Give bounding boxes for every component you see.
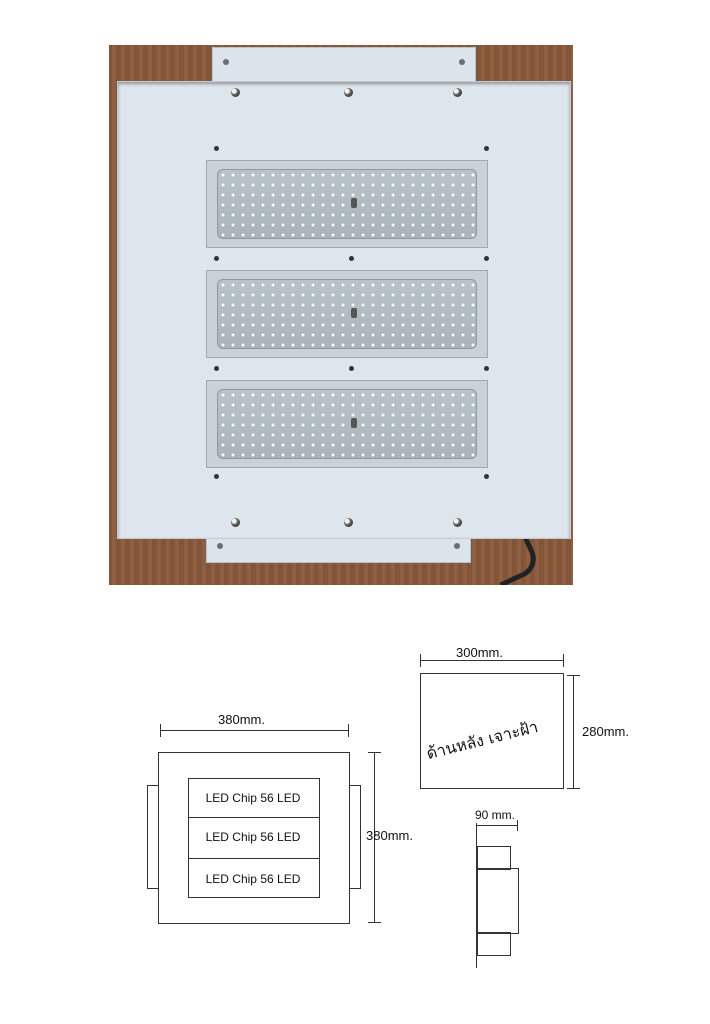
front-width-dimension-line — [160, 730, 348, 731]
dimension-tick — [567, 788, 580, 789]
dimension-tick — [160, 724, 161, 737]
led-module-label-1 — [188, 791, 318, 805]
bolt — [344, 88, 353, 97]
side-body-outline — [477, 868, 519, 934]
bolt — [231, 88, 240, 97]
back-height-label: 280mm. — [582, 724, 629, 739]
led-unit: LED — [277, 791, 301, 805]
led-lens — [217, 169, 477, 239]
led-count: 56 — [260, 872, 274, 886]
led-count: 56 — [260, 830, 274, 844]
led-chip-text: LED Chip — [205, 872, 257, 886]
led-module-label-2 — [188, 830, 318, 844]
left-bracket-outline — [147, 785, 159, 889]
bracket-hole — [454, 543, 460, 549]
fixture-plate — [117, 81, 571, 539]
bolt — [344, 518, 353, 527]
bolt — [231, 518, 240, 527]
dimension-tick — [348, 724, 349, 737]
screw — [214, 474, 219, 479]
screw — [214, 366, 219, 371]
screw — [214, 146, 219, 151]
bracket-hole — [217, 543, 223, 549]
bolt — [453, 518, 462, 527]
back-width-dimension-line — [420, 660, 563, 661]
led-unit: LED — [277, 872, 301, 886]
led-module-3 — [206, 380, 488, 468]
led-unit: LED — [277, 830, 301, 844]
screw — [484, 366, 489, 371]
led-chip-text: LED Chip — [205, 830, 257, 844]
led-module-2 — [206, 270, 488, 358]
back-height-dimension-line — [573, 675, 574, 788]
screw — [214, 256, 219, 261]
back-width-label: 300mm. — [456, 645, 503, 660]
screw — [484, 146, 489, 151]
bolt — [453, 88, 462, 97]
dimension-tick — [368, 752, 381, 753]
led-lens — [217, 279, 477, 349]
side-depth-dimension-line — [477, 825, 517, 826]
screw — [349, 366, 354, 371]
dimension-tick — [567, 675, 580, 676]
dimension-tick — [368, 922, 381, 923]
back-panel-note: ด้านหลัง เจาะฝ้า — [424, 717, 540, 764]
screw — [484, 474, 489, 479]
led-count: 56 — [260, 791, 274, 805]
led-module-label-3 — [188, 872, 318, 886]
led-chip-text: LED Chip — [205, 791, 257, 805]
side-lower-bracket-outline — [477, 932, 511, 956]
side-upper-bracket-outline — [477, 846, 511, 870]
dimension-tick — [420, 654, 421, 667]
right-bracket-outline — [349, 785, 361, 889]
screw — [349, 256, 354, 261]
bracket-hole — [459, 59, 465, 65]
led-module-1 — [206, 160, 488, 248]
led-lens — [217, 389, 477, 459]
dimension-tick — [517, 820, 518, 831]
bracket-hole — [223, 59, 229, 65]
dimension-tick — [563, 654, 564, 667]
top-mounting-bracket — [212, 47, 476, 83]
side-depth-label: 90 mm. — [475, 808, 516, 822]
front-height-label: 380mm. — [366, 828, 413, 843]
screw — [484, 256, 489, 261]
front-width-label: 380mm. — [218, 712, 265, 727]
fixture-photo — [109, 45, 573, 585]
